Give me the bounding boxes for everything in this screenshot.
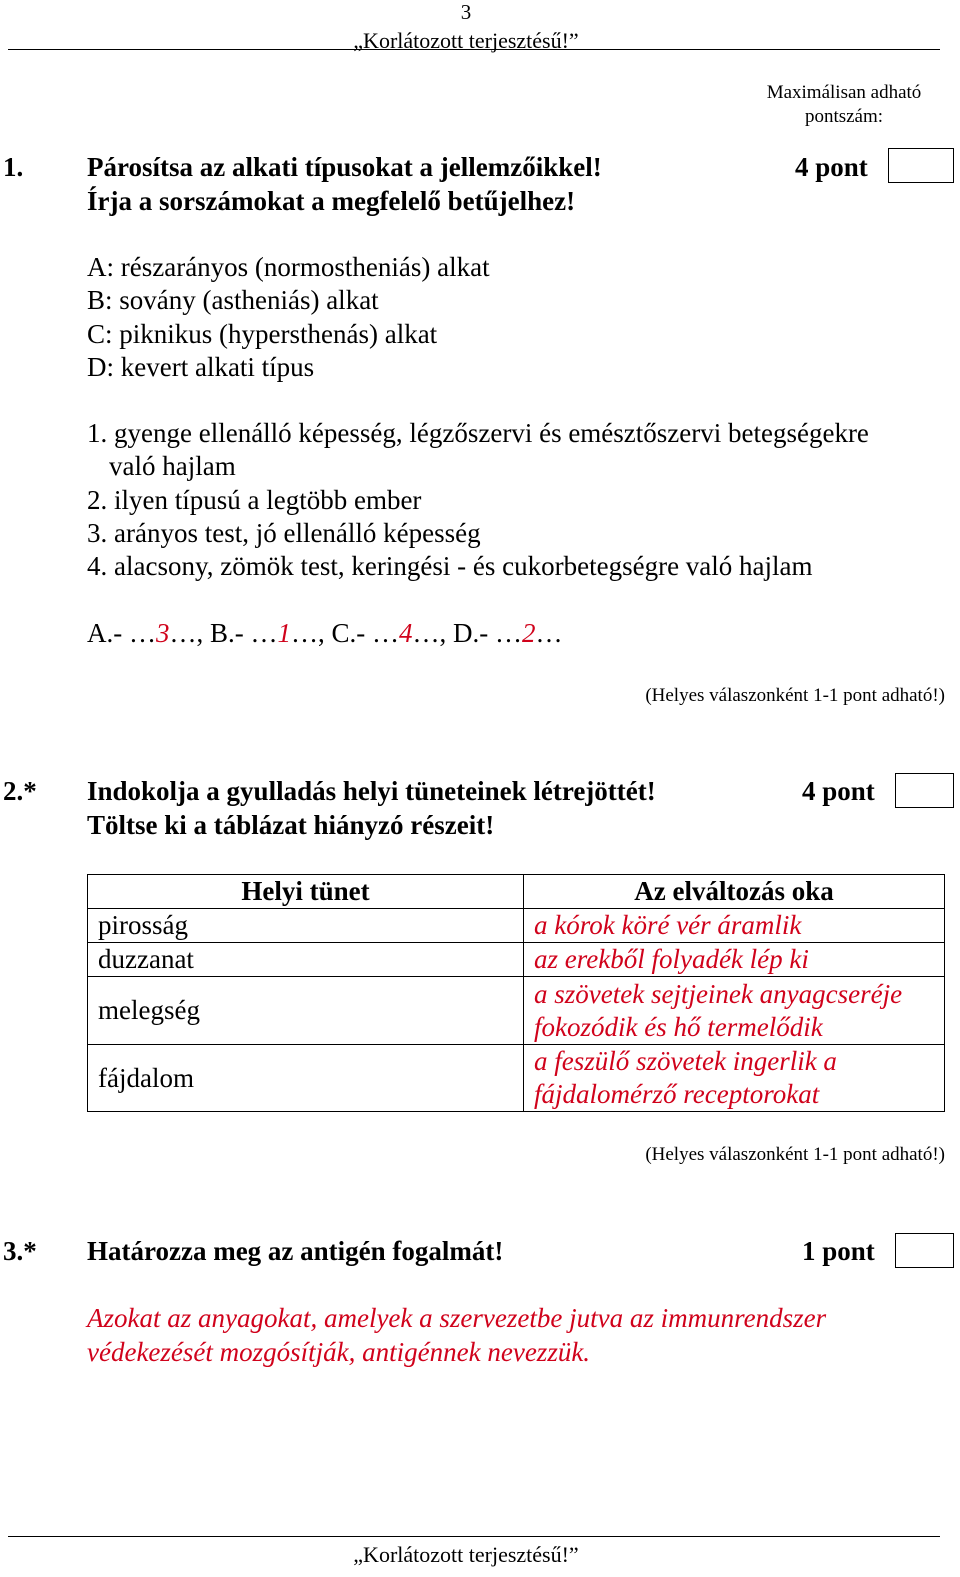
answer-d: 2: [522, 618, 536, 648]
answer-a-prefix: A.- …: [87, 618, 156, 648]
type-b: B: sovány (astheniás) alkat: [87, 285, 379, 316]
answer-b-suffix: …, C.- …: [291, 618, 399, 648]
q1-scoring-note: (Helyes válaszonként 1-1 pont adható!): [645, 685, 945, 706]
cause-cell: az erekből folyadék lép ki: [524, 943, 945, 977]
symptom-cell: fájdalom: [88, 1045, 524, 1112]
q2-title-line1: Indokolja a gyulladás helyi tüneteinek létrejöttét!: [87, 776, 656, 806]
q2-points: 4 pont: [802, 776, 875, 806]
q2-title-line2: Töltse ki a táblázat hiányzó részeit!: [87, 810, 495, 840]
q3-answer-line1: Azokat az anyagokat, amelyek a szervezetbe jutva az immunrendszer: [87, 1303, 827, 1333]
q1-type-list: [87, 251, 490, 384]
table-header-row: [88, 875, 945, 909]
cause-cell: a szövetek sejtjeinek anyagcseréje fokozódik és hő termelődik: [524, 977, 945, 1045]
trait-3: 3. arányos test, jó ellenálló képesség: [87, 517, 481, 548]
q2-scoring-note: (Helyes válaszonként 1-1 pont adható!): [645, 1144, 945, 1165]
trait-2: 2. ilyen típusú a legtöbb ember: [87, 484, 422, 515]
cause-cell: a kórok köré vér áramlik: [524, 909, 945, 943]
footer-distribution: „Korlátozott terjesztésű!”: [353, 1542, 579, 1567]
page-number: 3: [460, 0, 472, 24]
q3-score-box[interactable]: [895, 1233, 954, 1268]
footer-rule: [8, 1536, 940, 1537]
q2-score-box[interactable]: [895, 773, 954, 808]
answer-c-suffix: …, D.- …: [412, 618, 522, 648]
type-a: A: részarányos (normostheniás) alkat: [87, 252, 490, 282]
table-row: [88, 977, 945, 1045]
q1-trait-list: [87, 417, 869, 583]
q3-points: 1 pont: [802, 1236, 875, 1266]
type-c: C: piknikus (hypersthenás) alkat: [87, 318, 438, 349]
q3-answer-line2: védekezését mozgósítják, antigénnek nevezzük.: [87, 1337, 591, 1367]
q1-points: 4 pont: [795, 152, 868, 182]
answer-b: 1: [277, 618, 291, 648]
symptom-cell: duzzanat: [88, 943, 524, 977]
cause-cell: a feszülő szövetek ingerlik a fájdalomérző receptorokat: [524, 1045, 945, 1112]
table-row: [88, 943, 945, 977]
symptom-cell: melegség: [88, 977, 524, 1045]
table-row: [88, 909, 945, 943]
table-row: [88, 1045, 945, 1112]
answer-a: 3: [156, 618, 170, 648]
max-points-label: [762, 81, 926, 129]
answer-d-suffix: …: [535, 618, 563, 648]
q3-number: 3.*: [3, 1236, 37, 1266]
trait-1-cont: való hajlam: [109, 451, 236, 482]
q1-title-line2: Írja a sorszámokat a megfelelő betűjelhez!: [87, 186, 576, 216]
q1-score-box[interactable]: [888, 148, 954, 183]
header-distribution: „Korlátozott terjesztésű!”: [353, 28, 579, 53]
q1-answer-line: [87, 617, 563, 650]
header-symptom: Helyi tünet: [88, 875, 524, 909]
answer-a-suffix: …, B.- …: [169, 618, 278, 648]
q1-number: 1.: [3, 152, 24, 182]
trait-4: 4. alacsony, zömök test, keringési - és cukorbetegségre való hajlam: [87, 551, 813, 582]
q3-title: Határozza meg az antigén fogalmát!: [87, 1236, 504, 1266]
symptom-table: [87, 874, 945, 1112]
header-rule: [8, 49, 940, 50]
q1-title-line1: Párosítsa az alkati típusokat a jellemzőikkel!: [87, 152, 602, 182]
trait-1: 1. gyenge ellenálló képesség, légzőszervi és emésztőszervi betegségekre: [87, 418, 869, 448]
max-points-label-line2: pontszám:: [804, 106, 884, 127]
q2-number: 2.*: [3, 776, 37, 806]
header-cause: Az elváltozás oka: [524, 875, 945, 909]
max-points-label-line1: Maximálisan adható: [766, 82, 922, 103]
answer-c: 4: [399, 618, 413, 648]
type-d: D: kevert alkati típus: [87, 351, 315, 382]
symptom-cell: pirosság: [88, 909, 524, 943]
